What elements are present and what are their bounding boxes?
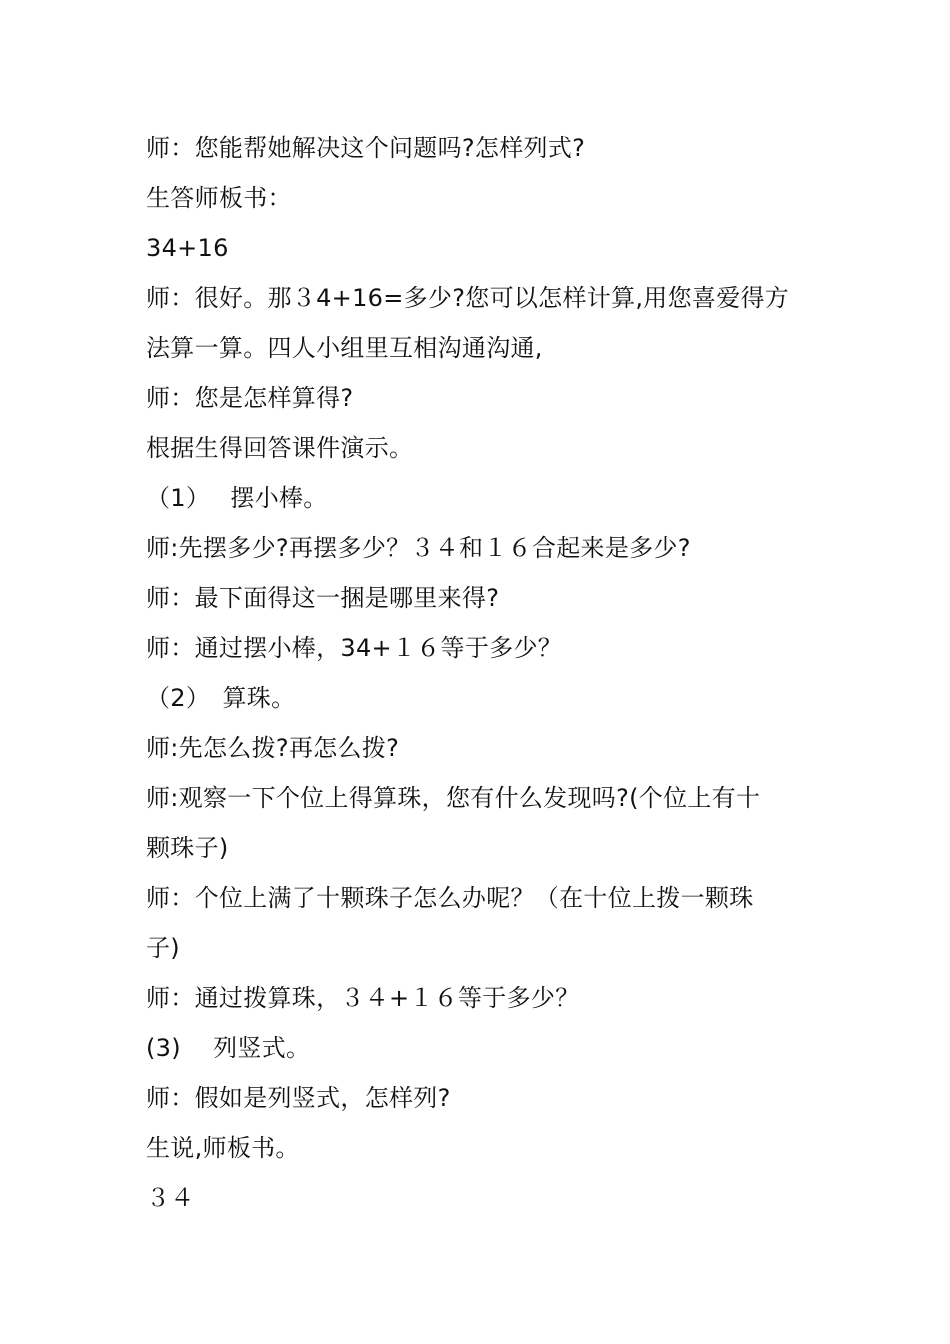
text-line: 师：您能帮她解决这个问题吗?怎样列式? [146, 134, 586, 162]
text-line: 师：个位上满了十颗珠子怎么办呢？（在十位上拨一颗珠 [146, 884, 754, 912]
text-line: 法算一算。四人小组里互相沟通沟通, [146, 334, 543, 362]
text-line: 师:先摆多少?再摆多少？３４和１６合起来是多少? [146, 534, 691, 562]
text-line: ３４ [146, 1184, 195, 1212]
text-line: （2） 算珠。 [146, 684, 296, 712]
text-line: 师：您是怎样算得? [146, 384, 354, 412]
text-line: 师：假如是列竖式，怎样列? [146, 1084, 451, 1112]
text-line: 子) [146, 934, 180, 962]
text-line: 根据生得回答课件演示。 [146, 434, 414, 462]
text-line: 颗珠子) [146, 834, 229, 862]
text-line: (3) 列竖式。 [146, 1034, 311, 1062]
text-line: 34+16 [146, 234, 229, 262]
document-body [146, 130, 816, 1230]
text-line: 生答师板书： [146, 184, 292, 212]
text-line: 师：通过摆小棒，34+１６等于多少？ [146, 634, 563, 662]
text-line: 师：通过拨算珠，３４+１６等于多少？ [146, 984, 580, 1012]
text-line: 生说,师板书。 [146, 1134, 300, 1162]
text-line: 师：很好。那３4+16=多少?您可以怎样计算,用您喜爱得方 [146, 284, 790, 312]
text-line: （1） 摆小棒。 [146, 484, 328, 512]
text-line: 师:观察一下个位上得算珠，您有什么发现吗?(个位上有十 [146, 784, 761, 812]
text-line: 师：最下面得这一捆是哪里来得? [146, 584, 500, 612]
text-line: 师:先怎么拨?再怎么拨? [146, 734, 400, 762]
